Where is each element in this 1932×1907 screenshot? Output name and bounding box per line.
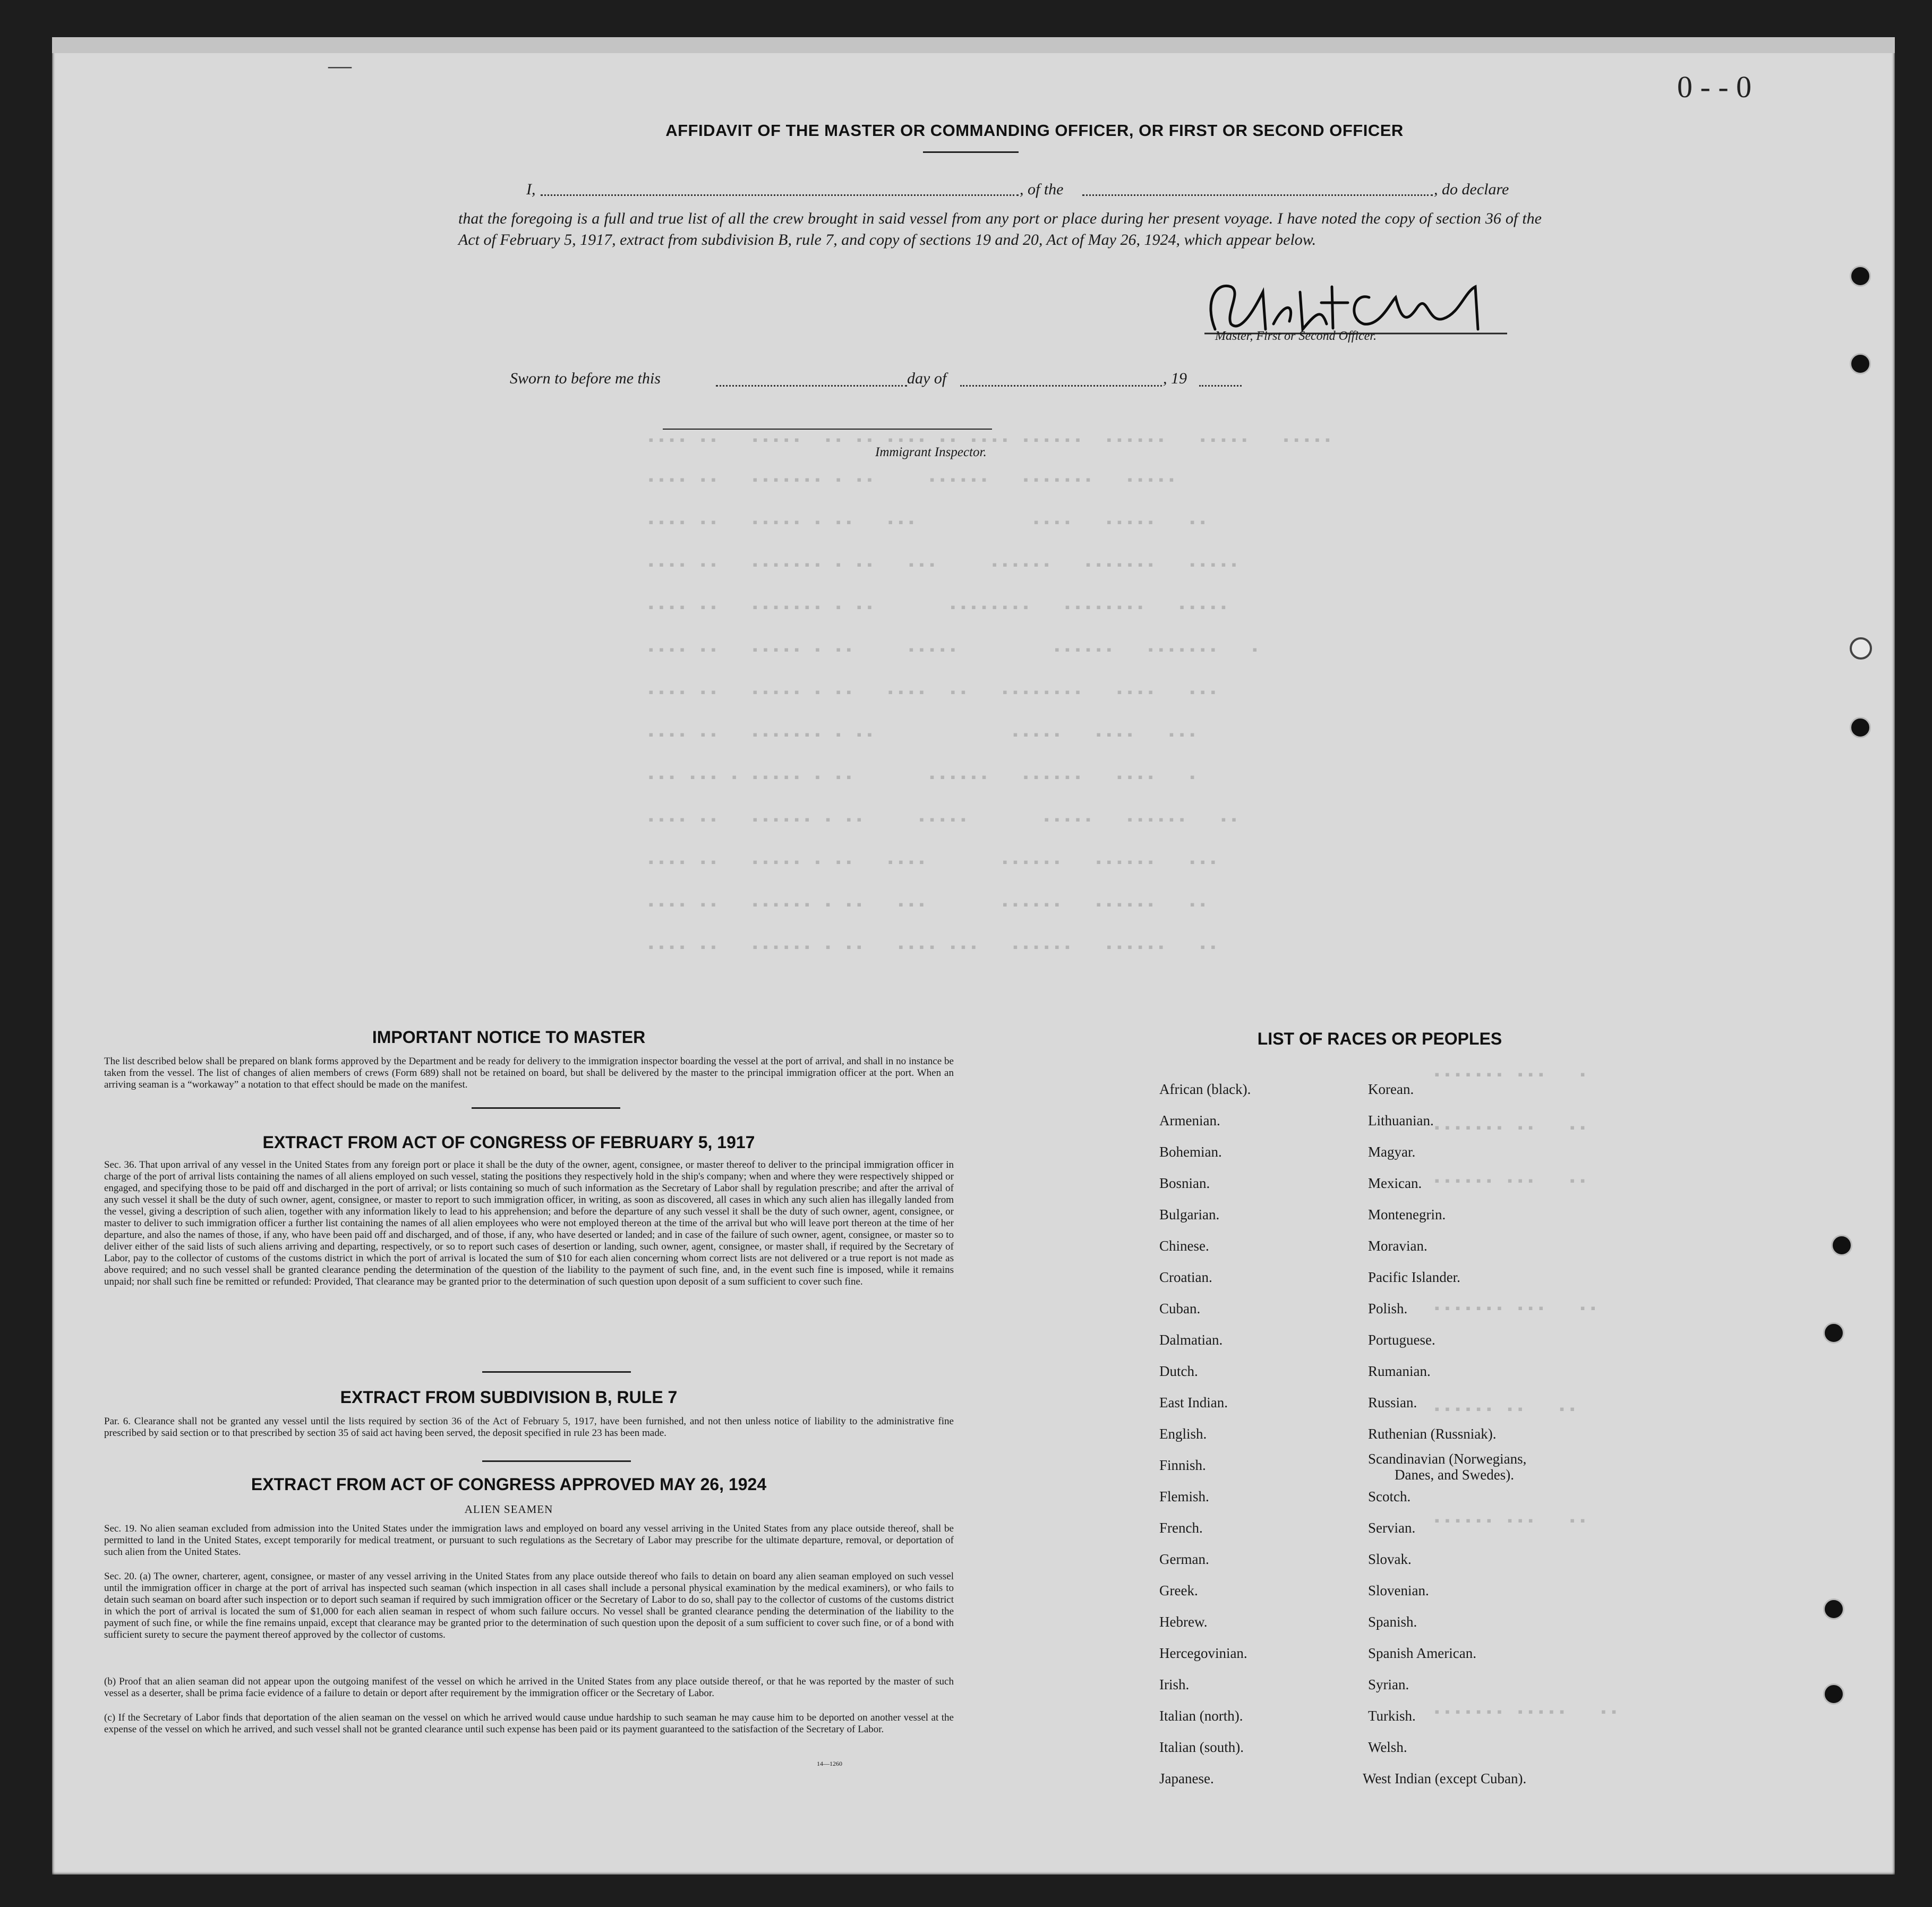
bleed-through-text: ▪▪▪▪ ▪▪ ▪▪▪▪▪▪ ▪ ▪▪ ▪▪▪▪▪ ▪▪▪▪▪ ▪▪▪▪▪▪ ▪▪ xyxy=(647,813,1241,828)
race-item: West Indian (except Cuban). xyxy=(1363,1771,1527,1786)
race-item: Syrian. xyxy=(1368,1677,1409,1692)
name-blank[interactable] xyxy=(541,194,1019,196)
page-fold-edge xyxy=(52,37,1895,53)
corner-mark-top-left: — xyxy=(328,53,352,79)
race-item: Scotch. xyxy=(1368,1489,1411,1504)
sworn-prefix: Sworn to before me this xyxy=(510,370,661,387)
race-item: Japanese. xyxy=(1159,1771,1214,1786)
sworn-year-blank[interactable] xyxy=(1199,385,1242,387)
race-item: Dutch. xyxy=(1159,1363,1198,1379)
bleed-through-text: ▪▪▪▪ ▪▪ ▪▪▪▪▪ ▪ ▪▪ ▪▪▪▪▪ ▪▪▪▪▪▪ ▪▪▪▪▪▪▪ ▪ xyxy=(647,643,1261,659)
race-item: Spanish American. xyxy=(1368,1645,1476,1661)
race-item: Italian (north). xyxy=(1159,1708,1243,1724)
race-item: Scandinavian (Norwegians, xyxy=(1368,1451,1527,1467)
race-item: Polish. xyxy=(1368,1301,1408,1316)
notice-divider xyxy=(472,1107,620,1109)
bleed-through-text: ▪▪▪ ▪▪▪ ▪ ▪▪▪▪▪ ▪ ▪▪ ▪▪▪▪▪▪ ▪▪▪▪▪▪ ▪▪▪▪ ▪ xyxy=(647,770,1199,786)
bleed-through-text: ▪▪▪▪▪▪▪ ▪▪▪ ▪ xyxy=(1433,1067,1589,1083)
race-item: Spanish. xyxy=(1368,1614,1417,1630)
section-20c: (c) If the Secretary of Labor finds that deportation of the alien seaman on the vessel on which he arrived would cause undue hardship to such seaman he may cause him to be deported on another vessel at the expense of the vessel on which he arrived, and such vessel shall not be granted clearance until such expense has been paid or its payment guaranteed to the satisfaction of the Secretary of Labor. xyxy=(104,1712,954,1735)
affidavit-title: AFFIDAVIT OF THE MASTER OR COMMANDING OFFICER, OR FIRST OR SECOND OFFICER xyxy=(665,121,1404,140)
bleed-through-text: ▪▪▪▪ ▪▪ ▪▪▪▪▪▪▪ ▪ ▪▪ ▪▪▪▪▪ ▪▪▪▪ ▪▪▪ xyxy=(647,728,1199,743)
race-item: Finnish. xyxy=(1159,1457,1206,1473)
races-title: LIST OF RACES OR PEOPLES xyxy=(1257,1029,1502,1048)
race-item: Italian (south). xyxy=(1159,1739,1244,1755)
affidavit-declare: , do declare xyxy=(1434,181,1509,198)
binder-hole xyxy=(1850,353,1871,374)
inspector-caption: Immigrant Inspector. xyxy=(875,445,987,459)
race-item: Magyar. xyxy=(1368,1144,1416,1160)
race-item: African (black). xyxy=(1159,1081,1251,1097)
race-item: Welsh. xyxy=(1368,1739,1407,1755)
bleed-through-text: ▪▪▪▪ ▪▪ ▪▪▪▪▪▪▪ ▪ ▪▪ ▪▪▪▪▪▪▪▪ ▪▪▪▪▪▪▪▪ ▪▪▪▪▪ xyxy=(647,600,1230,616)
form-number: 14—1260 xyxy=(817,1760,842,1767)
affidavit-page xyxy=(52,37,1895,1875)
race-item: Slovak. xyxy=(1368,1551,1412,1567)
bleed-through-text: ▪▪▪▪▪▪ ▪▪▪ ▪▪ xyxy=(1433,1174,1589,1190)
bleed-through-text: ▪▪▪▪▪▪▪ ▪▪ ▪▪ xyxy=(1433,1121,1589,1136)
sworn-day-blank[interactable] xyxy=(716,385,907,387)
race-item: Croatian. xyxy=(1159,1269,1212,1285)
notice-body: The list described below shall be prepared on blank forms approved by the Department and be ready for delivery to the immigration inspector boarding the vessel at the port of arrival, and shall in no instance be taken from the vessel. The list of changes of alien members of crews (Form 689) shall not be retained on board, but shall be delivered by the master to the principal immigration officer at the port. When an arriving seaman is a “workaway” a notation to that effect should be made on the manifest. xyxy=(104,1056,954,1090)
bleed-through-text: ▪▪▪▪▪▪▪ ▪▪▪ ▪▪ xyxy=(1433,1301,1600,1317)
bleed-through-text: ▪▪▪▪ ▪▪ ▪▪▪▪▪ ▪ ▪▪ ▪▪▪▪ ▪▪ ▪▪▪▪▪▪▪▪ ▪▪▪▪ ▪▪▪ xyxy=(647,685,1220,701)
bleed-through-text: ▪▪▪▪ ▪▪ ▪▪▪▪▪▪▪ ▪ ▪▪ ▪▪▪▪▪▪ ▪▪▪▪▪▪▪ ▪▪▪▪▪ xyxy=(647,473,1178,489)
sworn-month-blank[interactable] xyxy=(960,385,1162,387)
race-item: Pacific Islander. xyxy=(1368,1269,1460,1285)
signature-caption: Master, First or Second Officer. xyxy=(1215,329,1377,343)
vessel-blank[interactable] xyxy=(1082,194,1433,196)
race-item: Bohemian. xyxy=(1159,1144,1222,1160)
race-item: Danes, and Swedes). xyxy=(1395,1467,1514,1483)
race-item: Korean. xyxy=(1368,1081,1414,1097)
race-item: Turkish. xyxy=(1368,1708,1416,1724)
race-item: Hebrew. xyxy=(1159,1614,1208,1630)
bleed-through-text: ▪▪▪▪ ▪▪ ▪▪▪▪▪ ▪ ▪▪ ▪▪▪▪ ▪▪▪▪▪▪ ▪▪▪▪▪▪ ▪▪▪ xyxy=(647,855,1220,871)
race-item: Moravian. xyxy=(1368,1238,1427,1254)
notice-title: IMPORTANT NOTICE TO MASTER xyxy=(372,1028,646,1047)
race-item: German. xyxy=(1159,1551,1209,1567)
race-item: Armenian. xyxy=(1159,1113,1220,1128)
race-item: Rumanian. xyxy=(1368,1363,1431,1379)
race-item: Servian. xyxy=(1368,1520,1416,1536)
sworn-year: , 19 xyxy=(1163,370,1187,387)
race-item: Hercegovinian. xyxy=(1159,1645,1247,1661)
sworn-day-of: day of xyxy=(907,370,947,387)
race-item: Dalmatian. xyxy=(1159,1332,1223,1348)
inspector-signature-line xyxy=(663,429,992,430)
bleed-through-text: ▪▪▪▪ ▪▪ ▪▪▪▪▪▪ ▪ ▪▪ ▪▪▪ ▪▪▪▪▪▪ ▪▪▪▪▪▪ ▪▪ xyxy=(647,897,1209,913)
race-item: Greek. xyxy=(1159,1583,1198,1598)
affidavit-of-the: , of the xyxy=(1020,181,1064,198)
race-item: French. xyxy=(1159,1520,1203,1536)
bleed-through-text: ▪▪▪▪▪▪ ▪▪▪ ▪▪ xyxy=(1433,1513,1589,1529)
race-item: Lithuanian. xyxy=(1368,1113,1434,1128)
bleed-through-text: ▪▪▪▪ ▪▪ ▪▪▪▪▪ ▪ ▪▪ ▪▪▪ ▪▪▪▪ ▪▪▪▪▪ ▪▪ xyxy=(647,515,1209,531)
race-item: Ruthenian (Russniak). xyxy=(1368,1426,1497,1442)
bleed-through-text: ▪▪▪▪▪▪ ▪▪ ▪▪ xyxy=(1433,1402,1579,1418)
title-divider xyxy=(923,151,1019,153)
binder-hole xyxy=(1850,637,1872,660)
race-item: Irish. xyxy=(1159,1677,1190,1692)
section-19: Sec. 19. No alien seaman excluded from admission into the United States under the immigration laws and employed on board any vessel arriving in the United States from any place outside thereof, shall be permitted to land in the United States, except temporarily for medical treatment, or pursuant to such regulations as the Secretary of Labor may prescribe for the ultimate departure, removal, or deportation of such alien from the United States. xyxy=(104,1523,954,1558)
bleed-through-text: ▪▪▪▪ ▪▪ ▪▪▪▪▪▪▪ ▪ ▪▪ ▪▪▪ ▪▪▪▪▪▪ ▪▪▪▪▪▪▪ ▪▪▪▪▪ xyxy=(647,558,1241,574)
binder-hole xyxy=(1823,1322,1844,1344)
race-item: Mexican. xyxy=(1368,1175,1422,1191)
binder-hole xyxy=(1823,1683,1844,1705)
extract-rule7-divider xyxy=(482,1460,631,1462)
binder-hole xyxy=(1823,1598,1844,1620)
race-item: Slovenian. xyxy=(1368,1583,1429,1598)
race-item: East Indian. xyxy=(1159,1395,1228,1410)
extract-1917-divider xyxy=(482,1371,631,1373)
race-item: Montenegrin. xyxy=(1368,1207,1446,1222)
extract-1924-subtitle: ALIEN SEAMEN xyxy=(464,1503,553,1516)
bleed-through-text: ▪▪▪▪▪▪▪ ▪▪▪▪▪ ▪▪ xyxy=(1433,1705,1620,1721)
race-item: Flemish. xyxy=(1159,1489,1209,1504)
section-20b: (b) Proof that an alien seaman did not appear upon the outgoing manifest of the vessel on which he arrived in the United States from any place outside thereof, or that he was reported by the master of such vessel as a deserter, shall be prima facie evidence of a failure to detain or deport after requirement by the immigration officer or the Secretary of Labor. xyxy=(104,1676,954,1699)
race-item: Chinese. xyxy=(1159,1238,1209,1254)
race-item: Portuguese. xyxy=(1368,1332,1435,1348)
corner-mark-top-right: 0 - - 0 xyxy=(1677,70,1752,104)
race-item: Bosnian. xyxy=(1159,1175,1210,1191)
extract-1924-title: EXTRACT FROM ACT OF CONGRESS APPROVED MAY 26, 1924 xyxy=(251,1475,767,1494)
race-item: Cuban. xyxy=(1159,1301,1201,1316)
binder-hole xyxy=(1850,717,1871,738)
section-20a: Sec. 20. (a) The owner, charterer, agent, consignee, or master of any vessel arriving in the United States from any place outside thereof who fails to detain on board any alien seaman employed on such vessel until the immigration officer in charge at the port of arrival has inspected such seaman (which inspection in all cases shall include a personal physical examination by the medical examiners), or who fails to detain such seaman on board after such inspection or to deport such seaman if required by such immigration officer or the Secretary of Labor to do so, shall pay to the collector of customs of the customs district in which the port of arrival is located the sum of $1,000 for each alien seaman in respect of whom such failure occurs. No vessel shall be granted clearance pending the determination of the liability to the payment of such fine, or while the fine remains unpaid, except that clearance may be granted prior to the determination of such question upon the deposit of a sum sufficient to cover such fine, or of a bond with sufficient surety to secure the payment thereof approved by the collector of customs. xyxy=(104,1571,954,1640)
extract-1917-body: Sec. 36. That upon arrival of any vessel in the United States from any foreign port or place it shall be the duty of the owner, agent, consignee, or master thereof to deliver to the principal immigration officer in charge of the port of arrival lists containing the names of all aliens employed on such vessel, stating the positions they respectively hold in the ship's company; when and where they were respectively shipped or engaged, and specifying those to be paid off and discharged in the port of arrival; or lists containing so much of such information as the Secretary of Labor shall by regulation prescribe; and after the arrival of any such vessel it shall be the duty of such owner, agent, consignee, or master to report to such immigration officer, in writing, as soon as discovered, all cases in which any such alien has illegally landed from the vessel, giving a description of such alien, together with any information likely to lead to his apprehension; and before the departure of any such vessel it shall be the duty of such owner, agent, consignee, or master to deliver to such immigration officer a further list containing the names of all alien employees who were not employed thereon at the time of the arrival but who will leave port thereon at the time of her departure, and also the names of those, if any, who have been paid off and discharged, and of those, if any, who have deserted or landed; and in case of the failure of such owner, agent, consignee, or master so to deliver either of the said lists of such aliens arriving and departing, respectively, or so to report such cases of desertion or landing, such owner, agent, consignee, or master shall, if required by the Secretary of Labor, pay to the collector of customs of the customs district in which the port of arrival is located the sum of $10 for each alien concerning whom correct lists are not delivered or a true report is not made as above required; and no such vessel shall be granted clearance pending the determination of the question of the liability to the payment of such fine, and, in the event such fine is imposed, while it remains unpaid; nor shall such fine be remitted or refunded: Provided, That clearance may be granted prior to the determination of such question upon deposit of a sum sufficient to cover such fine. xyxy=(104,1159,954,1287)
bleed-through-text: ▪▪▪▪ ▪▪ ▪▪▪▪▪▪ ▪ ▪▪ ▪▪▪▪ ▪▪▪ ▪▪▪▪▪▪ ▪▪▪▪▪▪ ▪▪ xyxy=(647,940,1220,956)
binder-hole xyxy=(1850,266,1871,287)
affidavit-i: I, xyxy=(526,181,536,198)
race-item: Russian. xyxy=(1368,1395,1417,1410)
race-item: Bulgarian. xyxy=(1159,1207,1220,1222)
extract-rule7-title: EXTRACT FROM SUBDIVISION B, RULE 7 xyxy=(340,1388,678,1407)
bleed-through-text: ▪▪▪▪ ▪▪ ▪▪▪▪▪ ▪▪ ▪▪ ▪▪▪▪ ▪▪ ▪▪▪▪ ▪▪▪▪▪▪ ▪▪▪▪▪▪ ▪▪▪▪▪ ▪▪▪▪▪ xyxy=(647,433,1334,449)
binder-hole xyxy=(1831,1235,1852,1256)
race-item: English. xyxy=(1159,1426,1207,1442)
affidavit-body: that the foregoing is a full and true list of all the crew brought in said vessel from any port or place during her present voyage. I have noted the copy of section 36 of the Act of February 5, 1917, extract from subdivision B, rule 7, and copy of sections 19 and 20, Act of May 26, 1924, which appear below. xyxy=(458,210,1542,249)
extract-rule7-body: Par. 6. Clearance shall not be granted any vessel until the lists required by section 36 of the Act of February 5, 1917, have been furnished, and not then unless notice of liability to the administrative fine prescribed by said section or to that prescribed by section 35 of said act having been served, the deposit specified in rule 23 has been made. xyxy=(104,1416,954,1439)
extract-1917-title: EXTRACT FROM ACT OF CONGRESS OF FEBRUARY 5, 1917 xyxy=(262,1133,755,1152)
